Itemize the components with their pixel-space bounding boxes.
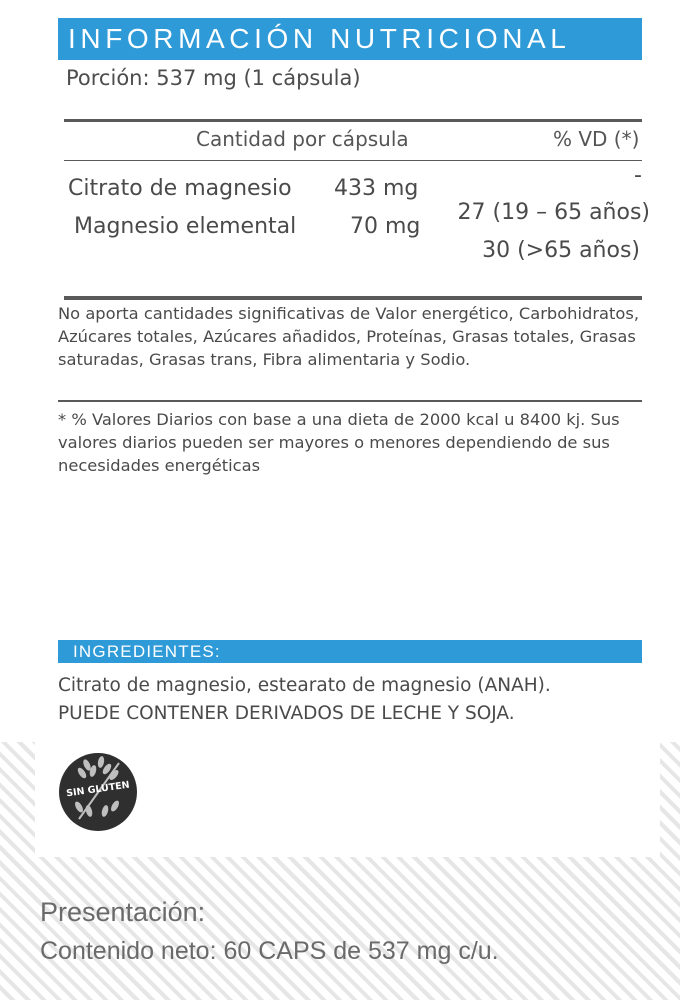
no-aporta-note: No aporta cantidades significativas de Valor energético, Carbohidratos, Azúcares totales, Azúcares añadidos, Proteínas, Grasas totales, Grasas saturadas, Grasas trans, Fibra alimentaria y Sodio.	[58, 304, 640, 369]
nutrient-vd: 27 (19 – 65 años)	[457, 200, 650, 225]
ingredients-line: Citrato de magnesio, estearato de magnesio (ANAH).	[58, 675, 551, 696]
nutrient-vd: -	[634, 163, 642, 188]
column-vd-header: % VD (*)	[553, 127, 640, 151]
column-amount-header: Cantidad por cápsula	[196, 127, 409, 151]
presentation-text: Contenido neto: 60 CAPS de 537 mg c/u.	[40, 937, 499, 965]
portion-text: Porción: 537 mg (1 cápsula)	[66, 66, 361, 90]
allergen-line: PUEDE CONTENER DERIVADOS DE LECHE Y SOJA.	[58, 703, 515, 724]
nutrient-vd: 30 (>65 años)	[482, 238, 640, 263]
sin-gluten-badge	[59, 753, 137, 831]
valores-diarios-note: * % Valores Diarios con base a una dieta de 2000 kcal u 8400 kj. Sus valores diarios pueden ser mayores o menores dependiendo de sus necesidades energéticas	[58, 410, 620, 475]
notes-rule	[58, 400, 642, 402]
nutrient-amount: 433 mg	[334, 176, 419, 201]
nutrient-amount: 70 mg	[350, 214, 421, 239]
nutrient-name: Magnesio elemental	[74, 214, 297, 239]
table-bottom-rule	[64, 296, 642, 300]
table-header-rule	[64, 160, 642, 161]
presentation-title: Presentación:	[40, 897, 206, 927]
nutrition-title: INFORMACIÓN NUTRICIONAL	[68, 23, 571, 54]
ingredients-title: INGREDIENTES:	[73, 642, 221, 661]
badge-label: SIN GLUTEN	[65, 779, 131, 800]
nutrient-name: Citrato de magnesio	[68, 176, 292, 201]
nutrition-header	[58, 18, 642, 60]
table-top-rule	[64, 119, 642, 122]
ingredients-header	[58, 640, 642, 663]
ingredients-text	[58, 672, 551, 728]
